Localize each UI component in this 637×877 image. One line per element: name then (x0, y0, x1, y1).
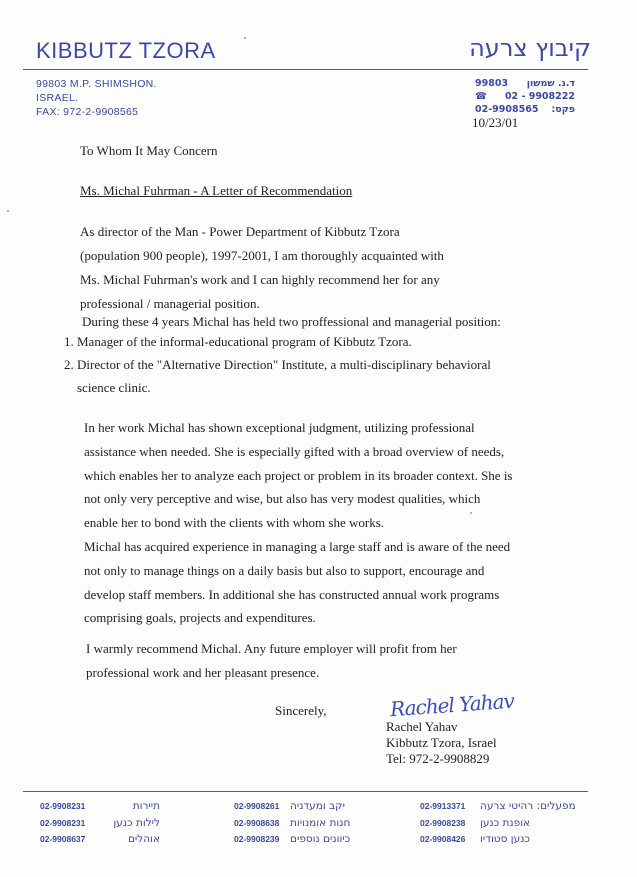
footer-entry (420, 815, 580, 832)
footer-business: חנות אומנויות (290, 816, 351, 829)
closing: Sincerely, (275, 703, 327, 718)
footer-business: אופנת כנען (480, 816, 531, 829)
footer-entry (40, 831, 160, 848)
signer-telephone: Tel: 972-2-9908829 (386, 751, 490, 766)
paragraph-recommendation: I warmly recommend Michal. Any future employer will profit from her professional work and her pleasant presence. (86, 641, 457, 680)
footer-phone: 02-9908261 (234, 801, 280, 811)
positions-list (64, 330, 491, 399)
paragraph-management: Michal has acquired experience in managing a large staff and is aware of the need not only to manage things on a daily basis but also to support, encourage and develop staff members. In additional she has constructed annual work programs comprising goals, projects and expenditures. (84, 538, 511, 626)
footer-phone: 02-9908638 (234, 817, 280, 828)
scan-speck (7, 210, 9, 212)
address-line: 99803 M.P. SHIMSHON. (36, 78, 157, 90)
address-line: ISRAEL. (36, 92, 79, 104)
footer-business: מפעלים: רהיטי צרעה (480, 800, 576, 812)
address-hebrew (475, 77, 575, 116)
address-english (36, 77, 157, 119)
scan-speck (470, 512, 472, 514)
footer-entry (420, 831, 580, 848)
paragraph-positions-intro: During these 4 years Michal has held two proffessional and managerial position: (82, 314, 501, 329)
phone-icon: ☎ (475, 91, 487, 102)
footer-phone: 02-9908231 (40, 817, 86, 828)
phone-number: 02 - 9908222 (504, 91, 575, 102)
subject-line: Ms. Michal Fuhrman - A Letter of Recommendation (80, 183, 353, 198)
footer-business: כיוונים נוספים (290, 833, 351, 845)
footer-business: תיירות (132, 800, 160, 812)
footer-phone: 02-9908637 (40, 834, 86, 844)
position-item: 1. Manager of the informal-educational program of Kibbutz Tzora. (64, 334, 412, 349)
signature-block (386, 719, 497, 767)
footer-entry (40, 815, 160, 832)
footer-column-factories (420, 798, 580, 848)
paragraph-qualities (84, 416, 514, 630)
footer-business: כנען סטודיו (480, 833, 530, 845)
letterhead-divider (23, 69, 588, 70)
fax-number: 02-9908565 (475, 104, 539, 115)
letter-date: 10/23/01 (472, 115, 519, 130)
position-item: 2. Director of the "Alternative Direction" Institute, a multi-disciplinary behavioral (64, 357, 491, 372)
footer-column-tourism (40, 798, 160, 848)
position-item-continuation: science clinic. (77, 380, 151, 395)
address-line: FAX: 972-2-9908565 (36, 106, 139, 118)
paragraph-judgment: In her work Michal has shown exceptional judgment, utilizing professional assistance when needed. She is especially gifted with a broad overview of needs, which enables her to analyze each project or problem in its broader context. She is not only very perceptive and wise, but also has very modest qualities, which enable her to bond with the clients with whom she works. (84, 420, 513, 531)
footer-business: לילות כנען (113, 816, 160, 829)
footer-entry (40, 798, 160, 815)
footer-phone: 02-9908238 (420, 817, 466, 828)
footer-phone: 02-9913371 (420, 801, 466, 811)
footer-entry (234, 798, 374, 815)
footer-business: יקב ומעדניה (290, 800, 345, 812)
handwritten-signature: Rachel Yahav (389, 688, 515, 722)
footer-phone: 02-9908426 (420, 834, 466, 844)
footer-phone: 02-9908231 (40, 801, 86, 811)
footer-business: אוהלים (127, 833, 160, 845)
footer-entry (234, 831, 374, 848)
footer-phone: 02-9908239 (234, 834, 280, 844)
po-box-number: 99803 (475, 78, 509, 89)
scan-speck (244, 37, 246, 39)
salutation: To Whom It May Concern (80, 143, 218, 158)
signer-organization: Kibbutz Tzora, Israel (386, 735, 497, 750)
org-name-hebrew: קיבוץ צרעה (469, 34, 591, 62)
footer-divider (23, 791, 588, 792)
paragraph-intro: As director of the Man - Power Department of Kibbutz Tzora (population 900 people), 1997-2001, I am thoroughly acquainted with Ms. Michal Fuhrman's work and I can highly recommend her for any professional / managerial position. (80, 224, 444, 311)
signer-name: Rachel Yahav (386, 719, 458, 734)
footer-entry (420, 798, 580, 815)
fax-label: פקס: (551, 104, 575, 115)
footer-column-shops (234, 798, 374, 848)
footer-entry (234, 815, 374, 832)
po-box-label: ד.נ. שמשון (526, 78, 575, 89)
org-name-english: KIBBUTZ TZORA (36, 38, 216, 63)
